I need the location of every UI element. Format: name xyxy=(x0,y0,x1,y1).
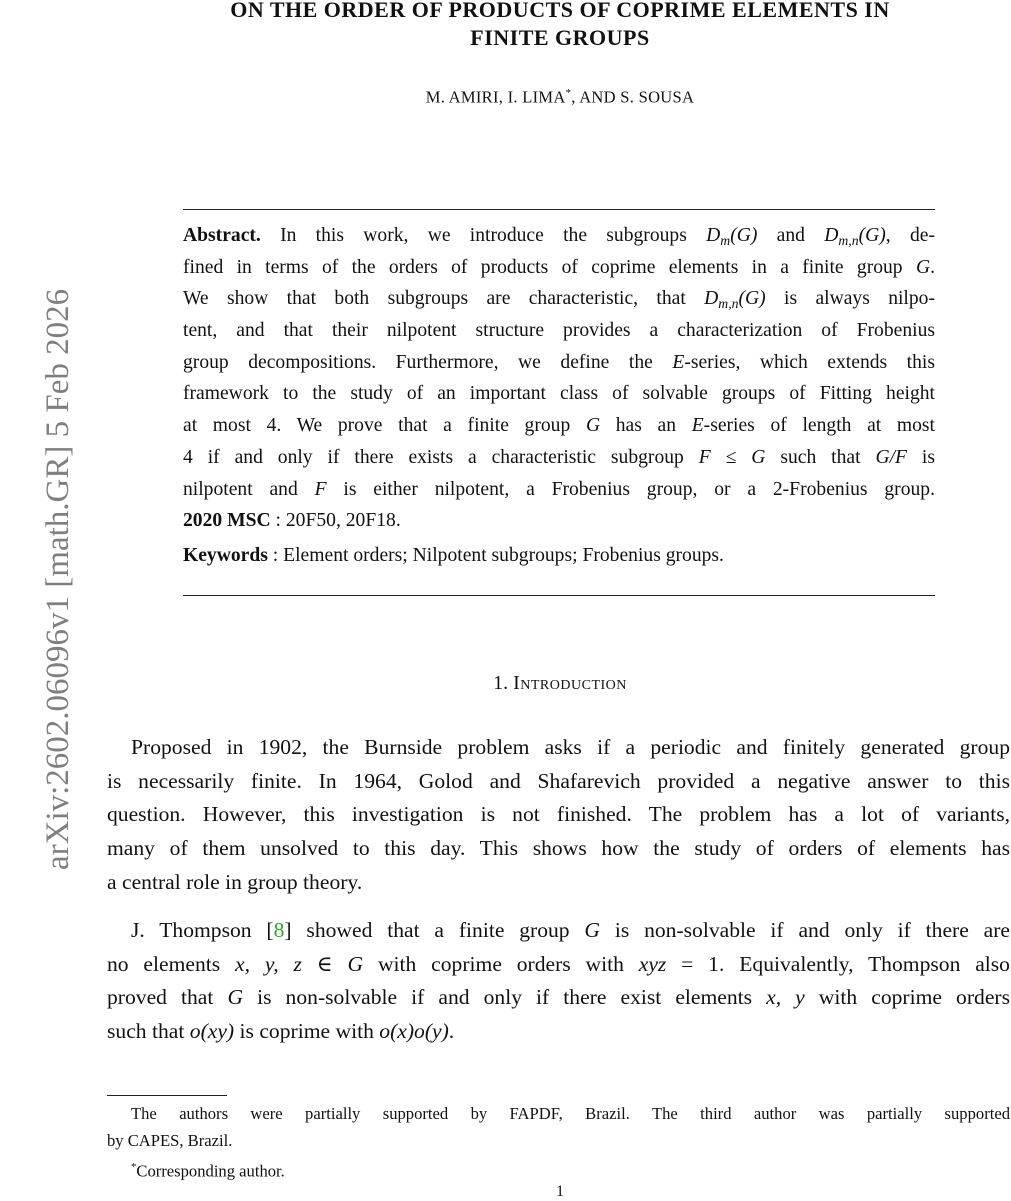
text-run: : Element orders; Nilpotent subgroups; Frobenius groups. xyxy=(267,544,724,566)
paper-title xyxy=(100,0,1011,52)
math xyxy=(704,288,766,312)
math-subscript: m,n xyxy=(718,296,739,312)
corresponding-mark: * xyxy=(565,87,572,99)
math-symbol: o(x)o(y) xyxy=(379,1019,449,1044)
text-line xyxy=(183,252,935,284)
arxiv-stamp: arXiv:2602.06096v1 [math.GR] 5 Feb 2026 xyxy=(40,288,76,870)
section-heading xyxy=(0,672,1011,695)
math-symbol: G/F xyxy=(875,446,908,468)
text-line xyxy=(183,315,935,347)
math xyxy=(692,415,704,436)
text-run: is coprime with xyxy=(234,1019,380,1044)
math-symbol: D xyxy=(704,288,719,310)
paragraph-thompson xyxy=(107,914,1010,1049)
math xyxy=(824,225,886,249)
text-run: The authors were partially supported by FAPDF, Brazil. The third author was partially supported xyxy=(131,1104,1010,1123)
section-number: 1. xyxy=(493,672,514,694)
text-run: -series, which extends this xyxy=(684,351,935,373)
text-line xyxy=(183,378,935,410)
text-line xyxy=(107,914,1010,948)
text-line xyxy=(107,731,1010,765)
paragraph-burnside xyxy=(107,731,1010,899)
text-run: and xyxy=(757,225,825,246)
math-subscript: m,n xyxy=(838,233,859,249)
footnote-rule xyxy=(107,1095,227,1096)
math xyxy=(586,415,600,436)
text-run: a central role in group theory. xyxy=(107,869,363,894)
text-run: nilpotent and xyxy=(183,478,315,500)
bold-label: Abstract. xyxy=(183,225,261,246)
math-symbol: F xyxy=(314,478,327,500)
text-run: framework to the study of an important class of solvable groups of Fitting height xyxy=(183,383,935,405)
title-line: FINITE GROUPS xyxy=(470,25,650,50)
text-run: -series of length at most xyxy=(703,415,936,437)
math-symbol: D xyxy=(824,225,839,246)
math-symbol: o(xy) xyxy=(189,1019,235,1044)
text-run: fined in terms of the orders of products of coprime elements in a finite group xyxy=(183,256,916,278)
math-symbol: G xyxy=(227,985,244,1010)
text-run: tent, and that their nilpotent structure provides a characterization of Frobenius xyxy=(183,320,935,342)
text-line xyxy=(183,505,935,537)
text-line xyxy=(107,1015,1010,1049)
text-line xyxy=(183,220,935,252)
footnotes xyxy=(107,1100,1010,1181)
text-line xyxy=(107,832,1010,866)
text-run: 4 if and only if there exists a characteristic subgroup xyxy=(183,446,699,468)
math xyxy=(672,352,684,373)
math xyxy=(916,257,930,278)
bold-label: Keywords xyxy=(183,544,268,566)
text-run: is xyxy=(907,446,935,468)
text-run: no elements xyxy=(107,951,236,976)
text-run: , de- xyxy=(885,225,935,246)
text-run: Proposed in 1902, the Burnside problem asks if a periodic and finitely generated group xyxy=(131,735,1010,759)
text-line xyxy=(183,442,935,474)
text-line xyxy=(183,347,935,379)
text-run: at most 4. We prove that a finite group xyxy=(183,415,586,437)
text-run: group decompositions. Furthermore, we define the xyxy=(183,351,673,373)
footnote-mark: * xyxy=(131,1161,137,1173)
text-run: such that xyxy=(765,446,876,468)
text-run: many of them unsolved to this day. This shows how the study of orders of elements has xyxy=(107,836,1010,861)
text-run: is non-solvable if and only if there exist elements xyxy=(243,985,767,1010)
math-symbol: E xyxy=(691,415,704,437)
authors xyxy=(100,87,1011,108)
title-line: ON THE ORDER OF PRODUCTS OF COPRIME ELEMENTS IN xyxy=(230,0,890,22)
text-line xyxy=(107,981,1010,1015)
math xyxy=(227,985,243,1009)
text-run: is always nilpo- xyxy=(765,288,935,310)
math xyxy=(875,447,907,468)
text-run: such that xyxy=(107,1019,190,1044)
math-symbol: E xyxy=(672,351,685,373)
citation-link[interactable]: 8 xyxy=(273,918,285,942)
text-run: J. Thompson [ xyxy=(131,918,274,942)
math xyxy=(190,1019,234,1043)
authors-names: M. AMIRI, I. LIMA xyxy=(425,87,566,107)
text-run: : 20F50, 20F18. xyxy=(270,510,401,532)
bold-label: 2020 MSC xyxy=(183,510,271,532)
text-run: question. However, this investigation is not finished. The problem has a lot of variants, xyxy=(107,802,1010,827)
text-run: ] showed that a finite group xyxy=(284,918,585,942)
text-line xyxy=(183,540,935,572)
text-run: is non-solvable if and only if there are xyxy=(600,918,1010,942)
math-symbol: D xyxy=(706,225,721,246)
text-line xyxy=(107,1100,1010,1127)
math-symbol: F ≤ G xyxy=(698,446,766,468)
text-line xyxy=(183,474,935,506)
text-run: by CAPES, Brazil. xyxy=(107,1131,233,1150)
section-title: Introduction xyxy=(513,672,627,694)
text-line xyxy=(107,948,1010,982)
text-run: . xyxy=(448,1019,455,1044)
abstract xyxy=(183,220,935,572)
abstract-bottom-rule xyxy=(183,595,935,596)
text-run: proved that xyxy=(107,985,228,1010)
math-symbol: x, y xyxy=(766,985,805,1010)
text-run: Corresponding author. xyxy=(136,1161,285,1181)
math-symbol: G xyxy=(584,918,601,942)
math-symbol: xyz xyxy=(638,951,667,976)
text-run: with coprime orders with xyxy=(363,951,639,976)
authors-rest: , AND S. SOUSA xyxy=(571,87,695,107)
abstract-top-rule xyxy=(183,209,935,210)
math xyxy=(699,447,766,468)
math-argument: (G) xyxy=(738,288,766,310)
math-symbol: G xyxy=(915,256,931,278)
math-symbol: x, y, z ∈ G xyxy=(235,951,364,976)
text-run: . xyxy=(930,256,935,278)
text-line xyxy=(107,765,1010,799)
math-symbol: G xyxy=(585,415,601,437)
text-line xyxy=(107,798,1010,832)
text-line xyxy=(107,1127,1010,1154)
math-argument: (G) xyxy=(858,225,886,246)
text-run: is necessarily finite. In 1964, Golod and Shafarevich provided a negative answer to this xyxy=(107,768,1010,793)
text-run: = 1. Equivalently, Thompson also xyxy=(666,951,1010,976)
text-run: is either nilpotent, a Frobenius group, or a 2-Frobenius group. xyxy=(326,478,935,500)
text-run: with coprime orders xyxy=(804,985,1010,1010)
math xyxy=(315,479,327,500)
text-line xyxy=(183,283,935,315)
text-run: In this work, we introduce the subgroups xyxy=(260,225,707,246)
math-subscript: m xyxy=(720,233,731,249)
math xyxy=(639,952,667,976)
text-run: has an xyxy=(600,415,692,437)
math xyxy=(584,918,600,942)
math xyxy=(706,225,758,249)
math xyxy=(766,985,805,1009)
math xyxy=(379,1019,449,1043)
text-line xyxy=(183,410,935,442)
page-number: 1 xyxy=(556,1183,564,1200)
text-line xyxy=(107,866,1010,900)
math-argument: (G) xyxy=(730,225,758,246)
text-run: We show that both subgroups are characteristic, that xyxy=(183,288,705,310)
text-line xyxy=(107,1154,1010,1181)
math xyxy=(235,952,363,976)
